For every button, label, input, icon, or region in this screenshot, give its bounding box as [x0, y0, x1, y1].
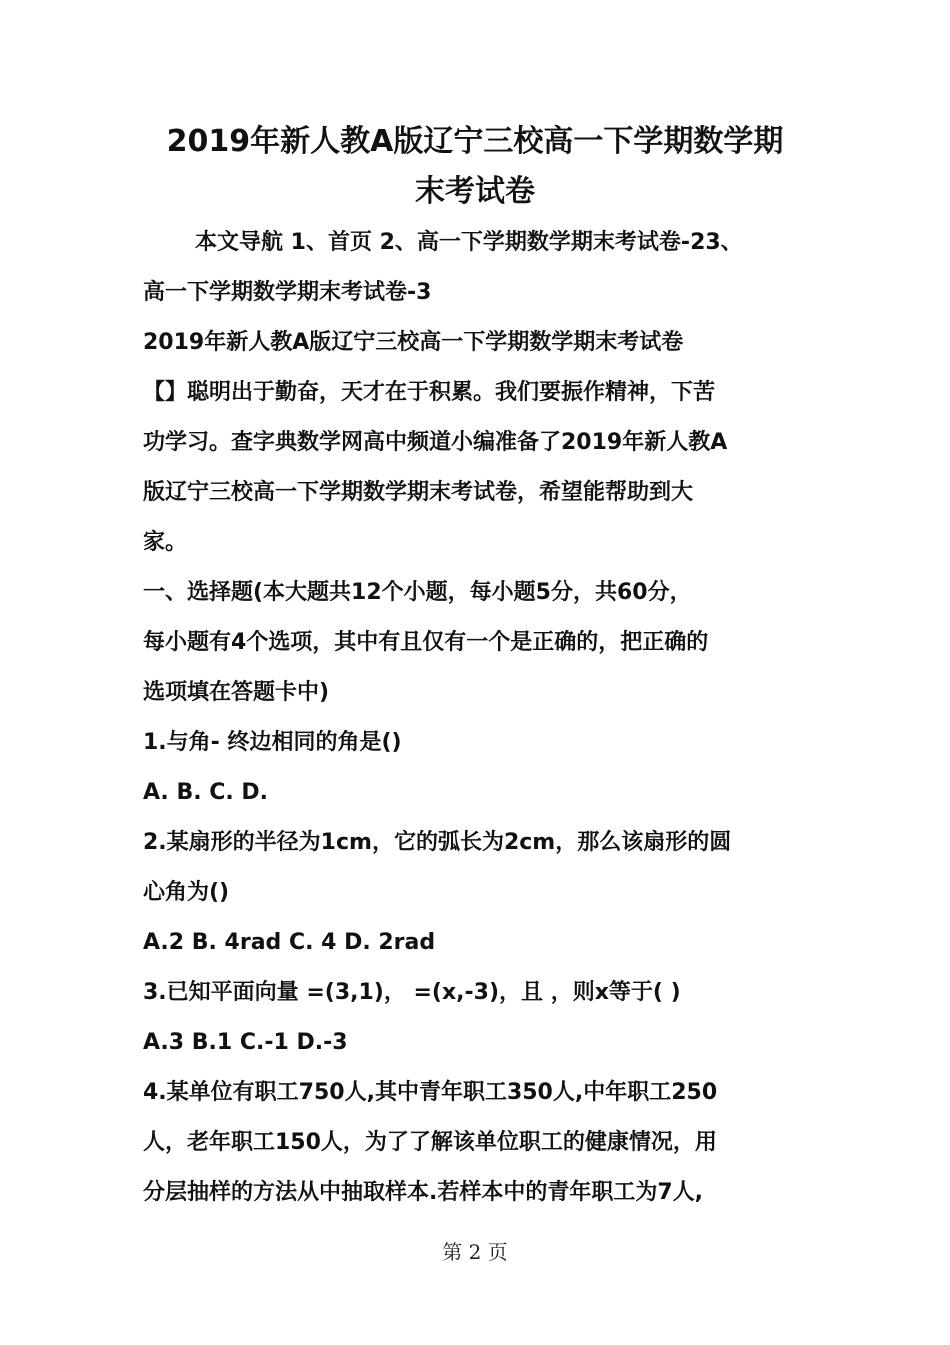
text-line: 每小题有4个选项，其中有且仅有一个是正确的，把正确的	[143, 630, 709, 655]
text-line: 本文导航 1、首页 2、高一下学期数学期末考试卷-23、	[195, 230, 743, 255]
options-line: A.3 B.1 C.-1 D.-3	[143, 1030, 348, 1055]
text-line: 高一下学期数学期末考试卷-3	[143, 280, 432, 305]
document-title-line-1: 2019年新人教A版辽宁三校高一下学期数学期	[166, 124, 784, 159]
question-line: 4.某单位有职工750人,其中青年职工350人,中年职工250	[143, 1080, 718, 1105]
text-line: 2019年新人教A版辽宁三校高一下学期数学期末考试卷	[143, 330, 684, 355]
question-line: 心角为()	[143, 880, 230, 905]
options-line: A.2 B. 4rad C. 4 D. 2rad	[143, 930, 436, 955]
question-line: 1.与角- 终边相同的角是()	[143, 730, 402, 755]
question-line: 人，老年职工150人，为了了解该单位职工的健康情况，用	[143, 1130, 717, 1155]
text-line: 【】聪明出于勤奋，天才在于积累。我们要振作精神，下苦	[143, 380, 716, 405]
text-line: 功学习。查字典数学网高中频道小编准备了2019年新人教A	[143, 430, 728, 455]
page-number: 第 2 页	[442, 1240, 508, 1264]
question-line: 2.某扇形的半径为1cm，它的弧长为2cm，那么该扇形的圆	[143, 830, 732, 855]
text-line: 家。	[143, 530, 188, 555]
question-line: 3.已知平面向量 =(3,1)， =(x,-3)，且 ，则x等于( )	[143, 980, 681, 1005]
text-line: 一、选择题(本大题共12个小题，每小题5分，共60分，	[143, 580, 692, 605]
question-line: 分层抽样的方法从中抽取样本.若样本中的青年职工为7人,	[143, 1180, 704, 1205]
document-title-line-2: 末考试卷	[415, 174, 535, 209]
text-line: 版辽宁三校高一下学期数学期末考试卷，希望能帮助到大	[143, 480, 694, 505]
text-line: 选项填在答题卡中)	[143, 680, 330, 705]
options-line: A. B. C. D.	[143, 780, 269, 805]
